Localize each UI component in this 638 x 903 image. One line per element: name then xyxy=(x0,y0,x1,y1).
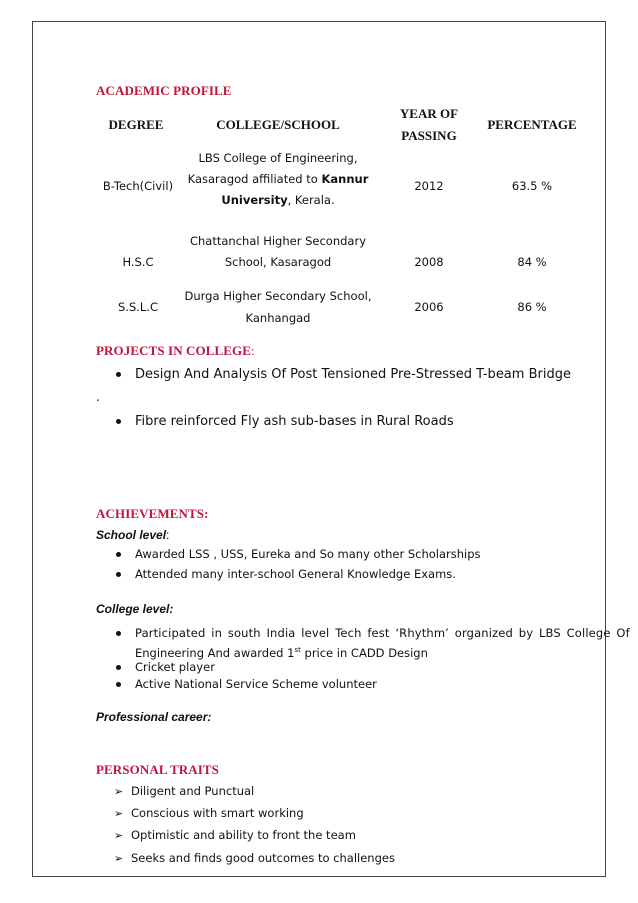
row-college-line: Kanhangad xyxy=(245,311,311,325)
achievements-heading: ACHIEVEMENTS: xyxy=(96,506,209,521)
projects-heading: PROJECTS IN COLLEGE: xyxy=(96,343,255,358)
row-college-line: LBS College of Engineering, xyxy=(198,151,358,165)
header-percentage: PERCENTAGE xyxy=(487,117,577,132)
professional-career-label: Professional career: xyxy=(96,710,212,724)
row-college-line: Kasaragod affiliated to Kannur xyxy=(187,172,369,186)
arrow-bullet-icon: ➢ xyxy=(114,785,124,798)
row-year: 2006 xyxy=(414,300,444,314)
row-college-line: School, Kasaragod xyxy=(224,255,332,269)
header-degree: DEGREE xyxy=(108,117,164,132)
row-college-line: Chattanchal Higher Secondary xyxy=(189,234,367,248)
row-year: 2008 xyxy=(414,255,444,269)
school-level-label: School level: xyxy=(96,528,170,542)
header-year-line2: PASSING xyxy=(401,128,457,143)
bullet-icon xyxy=(116,372,121,377)
stray-mark: . xyxy=(96,390,100,404)
bullet-icon xyxy=(116,552,121,557)
arrow-bullet-icon: ➢ xyxy=(114,807,124,820)
header-year-line1: YEAR OF xyxy=(399,106,459,121)
bullet-icon xyxy=(116,631,121,636)
list-item-continuation: Engineering And awarded 1st price in CADD Design xyxy=(135,645,428,660)
bullet-icon xyxy=(116,419,121,424)
academic-profile-heading: ACADEMIC PROFILE xyxy=(96,83,232,98)
row-year: 2012 xyxy=(414,179,444,193)
row-percentage: 86 % xyxy=(517,300,547,314)
arrow-bullet-icon: ➢ xyxy=(114,852,124,865)
row-degree: B-Tech(Civil) xyxy=(102,179,174,193)
header-college: COLLEGE/SCHOOL xyxy=(216,117,340,132)
row-degree: S.S.L.C xyxy=(117,300,158,314)
row-college-line: Durga Higher Secondary School, xyxy=(184,289,372,303)
row-percentage: 63.5 % xyxy=(511,179,553,193)
row-college-line: University, Kerala. xyxy=(221,193,335,207)
bullet-icon xyxy=(116,572,121,577)
row-percentage: 84 % xyxy=(517,255,547,269)
bullet-icon xyxy=(116,665,121,670)
college-level-label: College level: xyxy=(96,602,174,616)
bullet-icon xyxy=(116,682,121,687)
arrow-bullet-icon: ➢ xyxy=(114,829,124,842)
row-degree: H.S.C xyxy=(122,255,154,269)
personal-traits-heading: PERSONAL TRAITS xyxy=(96,762,219,777)
